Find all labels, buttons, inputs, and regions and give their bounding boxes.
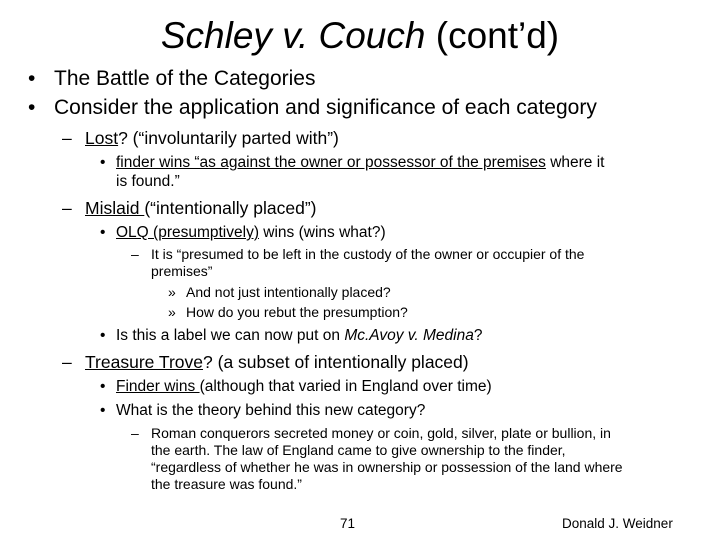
mcavoy-case-name: Mc.Avoy v. Medina <box>344 327 474 344</box>
bullet-battle-of-categories: The Battle of the Categories <box>54 67 316 90</box>
lost-description: ? (“involuntarily parted with”) <box>118 128 339 148</box>
dash-marker: – <box>131 425 139 441</box>
raquo-marker: » <box>168 284 176 300</box>
bullet-consider-application: Consider the application and significance of each category <box>54 96 597 119</box>
category-mislaid <box>85 197 317 219</box>
label-question <box>116 326 482 345</box>
lost-finder-wins-line2: is found.” <box>116 173 180 190</box>
presumed-line1: It is “presumed to be left in the custody of the owner or occupier of the <box>151 246 585 262</box>
category-lost <box>85 127 339 149</box>
page-number: 71 <box>340 516 356 531</box>
dash-marker: – <box>131 246 139 262</box>
bullet-marker: • <box>28 67 36 90</box>
bullet-marker: • <box>100 327 106 344</box>
question-rebut-presumption: How do you rebut the presumption? <box>186 304 408 320</box>
bullet-marker: • <box>100 224 106 241</box>
mislaid-olq-wins <box>116 223 386 242</box>
treasure-description: ? (a subset of intentionally placed) <box>203 352 469 372</box>
mislaid-term: Mislaid <box>85 198 145 218</box>
case-name: Schley v. Couch <box>160 15 426 56</box>
bullet-marker: • <box>28 96 36 119</box>
label-question-before: Is this a label we can now put on <box>116 327 345 344</box>
treasure-term: Treasure Trove <box>85 352 204 372</box>
footer-author: Donald J. Weidner <box>562 516 673 531</box>
title-suffix: (cont’d) <box>425 15 560 56</box>
roman-line1: Roman conquerors secreted money or coin, gold, silver, plate or bullion, in <box>151 425 611 441</box>
lost-finder-wins-underlined: finder wins “as against the owner or possessor of the premises <box>116 154 546 171</box>
lost-finder-wins <box>116 153 605 172</box>
label-question-after: ? <box>473 327 483 344</box>
bullet-marker: • <box>100 154 106 171</box>
treasure-finder-wins <box>116 377 492 396</box>
raquo-marker: » <box>168 304 176 320</box>
bullet-marker: • <box>100 402 106 419</box>
roman-line4: the treasure was found.” <box>151 476 302 492</box>
mislaid-description: (“intentionally placed”) <box>144 198 317 218</box>
dash-marker: – <box>62 198 72 218</box>
finder-wins-underlined: Finder wins <box>116 378 200 395</box>
dash-marker: – <box>62 352 72 372</box>
olq-rest: wins (wins what?) <box>258 224 386 241</box>
finder-wins-rest: (although that varied in England over time) <box>199 378 492 395</box>
question-intentionally-placed: And not just intentionally placed? <box>186 284 391 300</box>
dash-marker: – <box>62 128 72 148</box>
treasure-theory-question: What is the theory behind this new category? <box>116 402 426 419</box>
roman-line2: the earth. The law of England came to give ownership to the finder, <box>151 442 566 458</box>
olq-underlined: OLQ (presumptively) <box>116 224 259 241</box>
roman-line3: “regardless of whether he was in ownership or possession of the land where <box>151 459 623 475</box>
lost-term: Lost <box>85 128 119 148</box>
lost-finder-wins-rest: where it <box>545 154 605 171</box>
bullet-marker: • <box>100 378 106 395</box>
category-treasure-trove <box>85 351 469 373</box>
slide-title <box>0 14 720 58</box>
presumed-line2: premises” <box>151 263 213 279</box>
